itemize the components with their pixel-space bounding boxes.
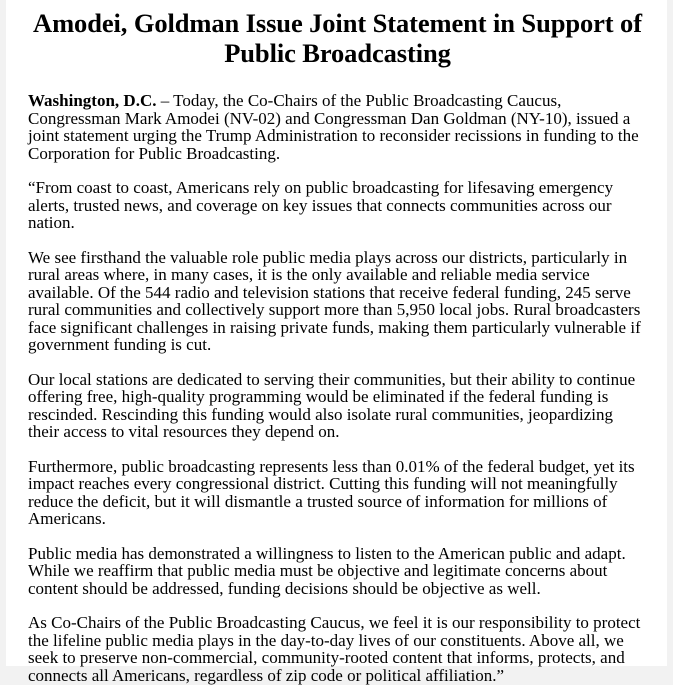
dateline: Washington, D.C. bbox=[28, 91, 157, 110]
intro-paragraph bbox=[28, 92, 647, 162]
body-paragraph: Furthermore, public broadcasting represents less than 0.01% of the federal budget, yet its impact reaches every congressional district. Cutting this funding will not meaningfully reduce the deficit, but it will dismantle a trusted source of information for millions of Americans. bbox=[28, 456, 635, 528]
body-paragraph: Public media has demonstrated a willingness to listen to the American public and adapt. While we reaffirm that public media must be objective and legitimate concerns about content should be addressed, funding decisions should be objective as well. bbox=[28, 543, 626, 598]
body-paragraph: As Co-Chairs of the Public Broadcasting Caucus, we feel it is our responsibility to protect the lifeline public media plays in the day-to-day lives of our constituents. Above all, we seek to preserve non-commercial, community-rooted content that informs, protects, and connects all Americans, regardless of zip code or political affiliation.” bbox=[28, 613, 641, 685]
body-paragraph: We see firsthand the valuable role public media plays across our districts, particularly in rural areas where, in many cases, it is the only available and reliable media service available. Of the 544 radio and television stations that receive federal funding, 245 serve rural communities and collectively support more than 5,950 local jobs. Rural broadcasters face significant challenges in raising private funds, making them particularly vulnerable if government funding is cut. bbox=[28, 247, 641, 354]
article-body bbox=[28, 92, 647, 684]
body-paragraph: Our local stations are dedicated to serving their communities, but their ability to continue offering free, high-quality programming would be eliminated if the federal funding is rescinded. Rescinding this funding would also isolate rural communities, jeopardizing their access to vital resources they depend on. bbox=[28, 369, 636, 441]
page-title: Amodei, Goldman Issue Joint Statement in Support of Public Broadcasting bbox=[33, 8, 642, 68]
body-paragraph: “From coast to coast, Americans rely on public broadcasting for lifesaving emergency alerts, trusted news, and coverage on key issues that connects communities across our nation. bbox=[28, 178, 614, 232]
press-release-page bbox=[6, 0, 667, 685]
intro-text: – Today, the Co-Chairs of the Public Broadcasting Caucus, Congressman Mark Amodei (NV-02) and Congressman Dan Goldman (NY-10), issued a joint statement urging the Trump Administration to reconsider recissions in funding to the Corporation for Public Broadcasting. bbox=[28, 91, 639, 163]
